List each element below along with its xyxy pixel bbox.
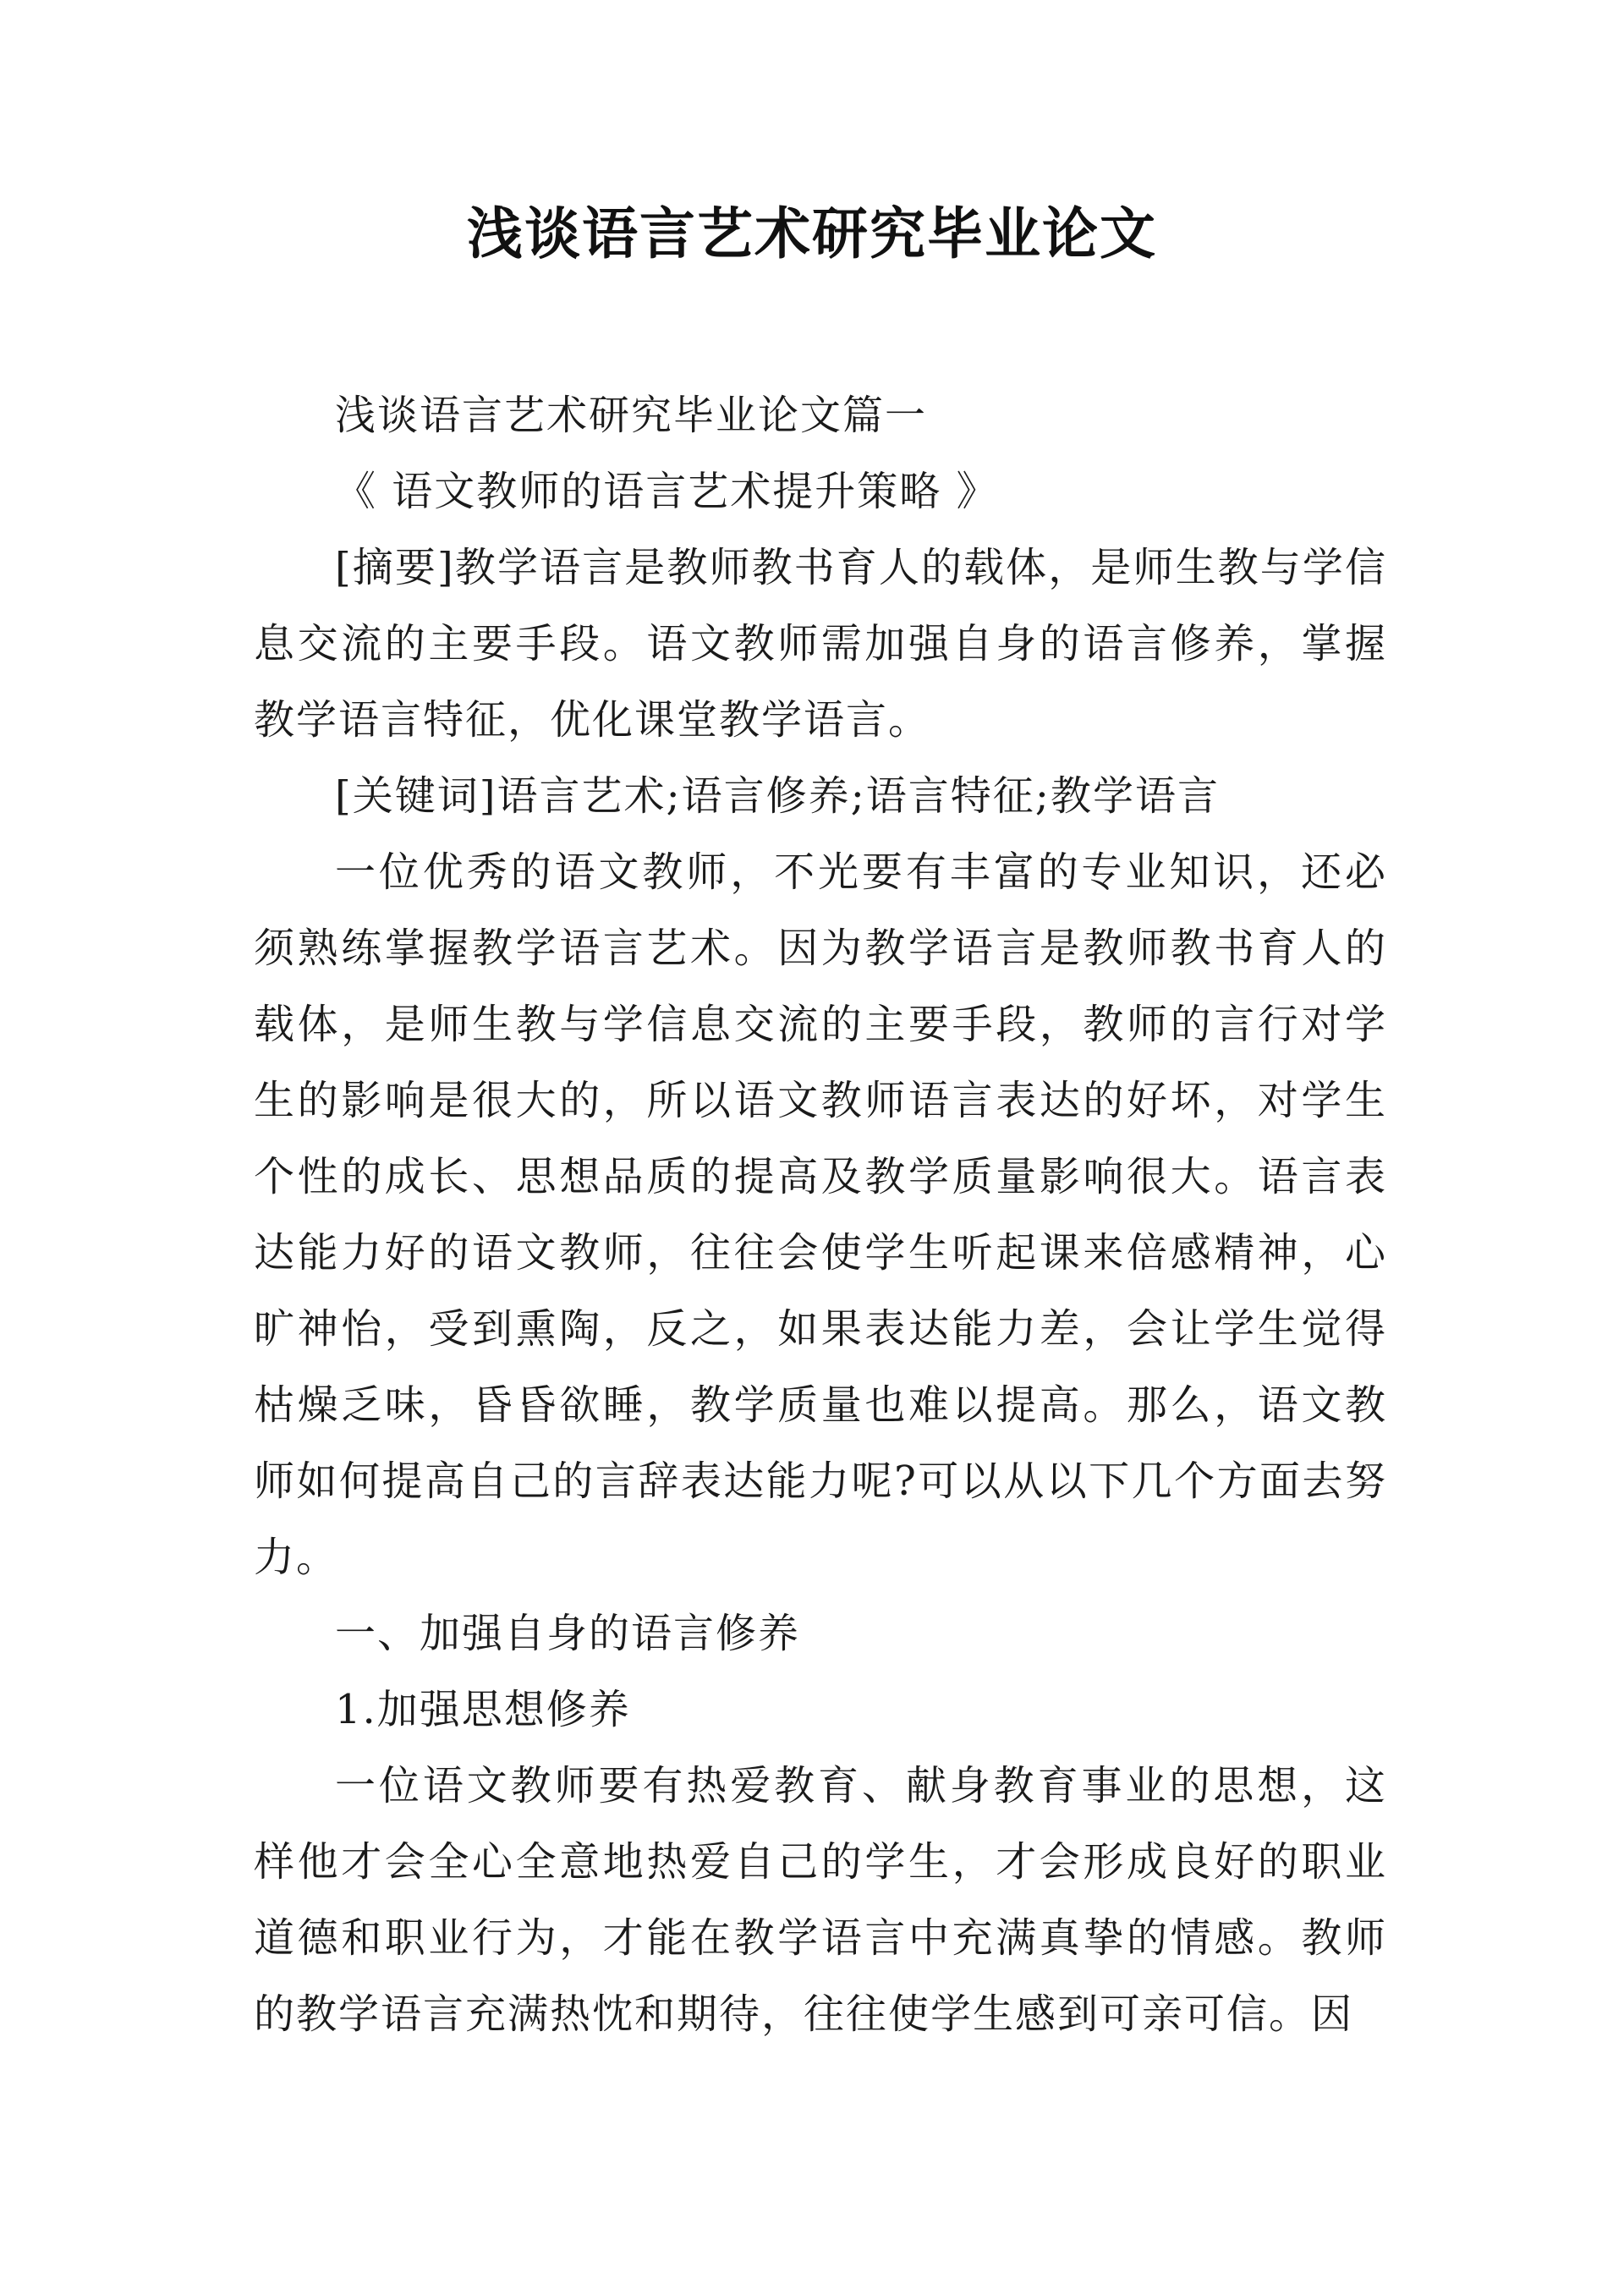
- document-title: 浅谈语言艺术研究毕业论文: [467, 201, 1157, 266]
- article-title: 《 语文教师的语言艺术提升策略 》: [335, 468, 999, 515]
- body-paragraph: 一位语文教师要有热爱教育、献身教育事业的思想，这样他才会全心全意地热爱自己的学生，才会形成良好的职业道德和职业行为，才能在教学语言中充满真挚的情感。教师的教学语言充满热忱和期待，往往使学生感到可亲可信。因: [254, 1762, 1387, 2038]
- body-paragraph: 一位优秀的语文教师，不光要有丰富的专业知识，还必须熟练掌握教学语言艺术。因为教学语言是教师教书育人的载体，是师生教与学信息交流的主要手段，教师的言行对学生的影响是很大的，所以语文教师语言表达的好坏，对学生个性的成长、思想品质的提高及教学质量影响很大。语言表达能力好的语文教师，往往会使学生听起课来倍感精神，心旷神怡，受到熏陶，反之，如果表达能力差，会让学生觉得枯燥乏味，昏昏欲睡，教学质量也难以提高。那么，语文教师如何提高自己的言辞表达能力呢?可以从以下几个方面去努力。: [254, 848, 1387, 1581]
- section-heading: 浅谈语言艺术研究毕业论文篇一: [335, 392, 928, 439]
- keywords-paragraph: [关键词]语言艺术;语言修养;语言特征;教学语言: [335, 772, 1220, 820]
- subsection-heading: 一、加强自身的语言修养: [335, 1610, 801, 1657]
- document-body: [254, 377, 1387, 2052]
- abstract-paragraph: [摘要]教学语言是教师教书育人的载体，是师生教与学信息交流的主要手段。语文教师需加强自身的语言修养，掌握教学语言特征，优化课堂教学语言。: [254, 544, 1387, 744]
- subsection-subheading: 1.加强思想修养: [335, 1686, 631, 1733]
